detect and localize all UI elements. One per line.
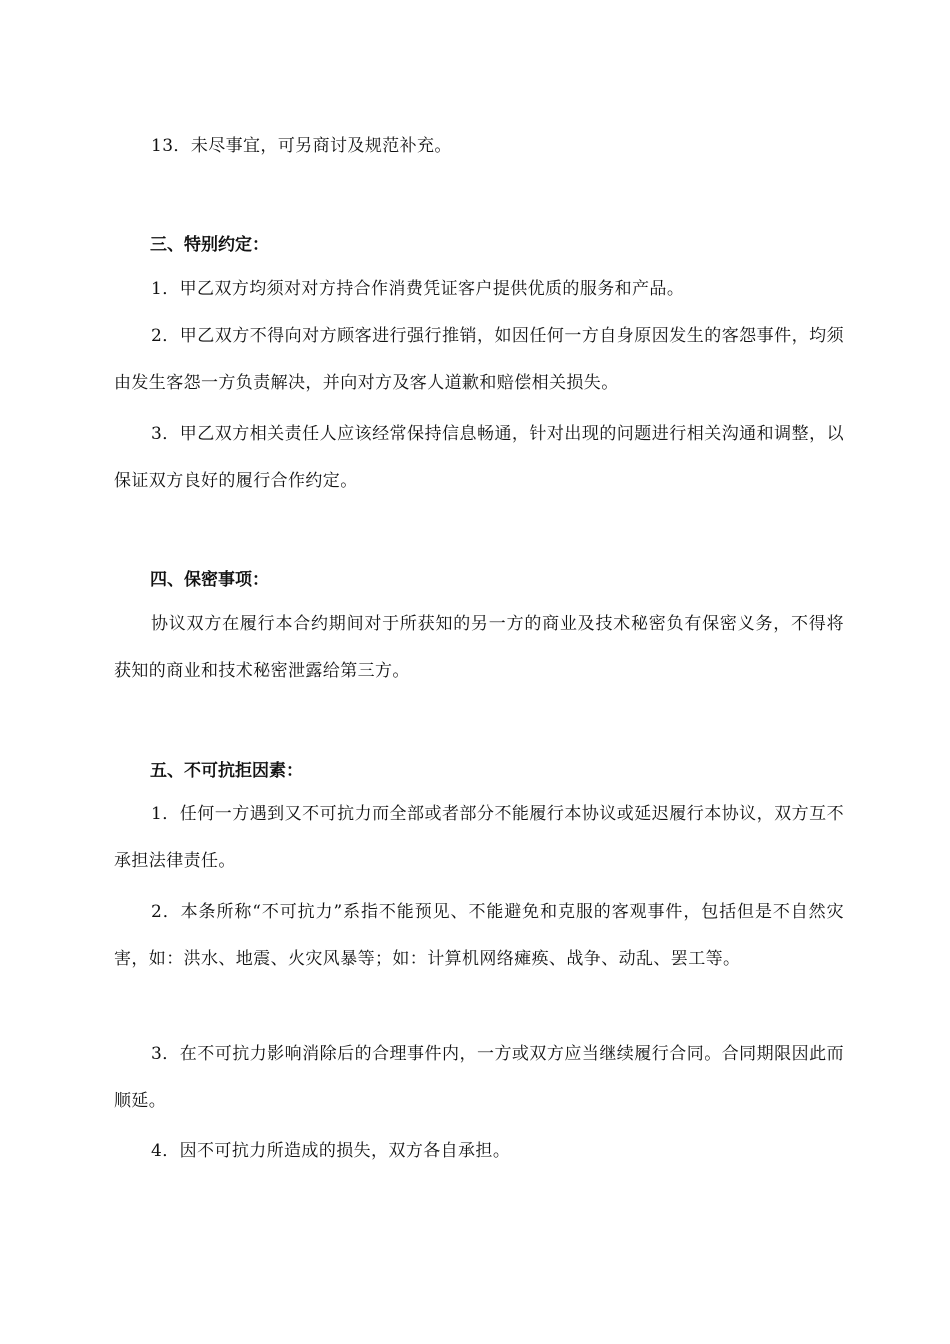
section-4-body: 协议双方在履行本合约期间对于所获知的另一方的商业及技术秘密负有保密义务，不得将获知的商业和技术秘密泄露给第三方。 [114, 614, 844, 681]
section-4-heading: 四、保密事项： [150, 570, 269, 590]
section-5-item-2: 2．本条所称“不可抗力”系指不能预见、不能避免和克服的客观事件，包括但是不自然灾害，如：洪水、地震、火灾风暴等；如：计算机网络瘫痪、战争、动乱、罢工等。 [114, 902, 844, 969]
section-5-item-3: 3．在不可抗力影响消除后的合理事件内，一方或双方应当继续履行合同。合同期限因此而顺延。 [114, 1044, 844, 1111]
section-5-item-1: 1．任何一方遇到又不可抗力而全部或者部分不能履行本协议或延迟履行本协议，双方互不承担法律责任。 [114, 804, 844, 871]
section-3-item-1: 1．甲乙双方均须对对方持合作消费凭证客户提供优质的服务和产品。 [151, 279, 685, 299]
section-3-heading: 三、特别约定： [150, 235, 269, 255]
section-5-heading: 五、不可抗拒因素： [150, 761, 303, 781]
section-5-item-4: 4．因不可抗力所造成的损失，双方各自承担。 [151, 1141, 511, 1161]
clause-13: 13．未尽事宜，可另商讨及规范补充。 [151, 136, 452, 156]
section-3-item-3: 3．甲乙双方相关责任人应该经常保持信息畅通，针对出现的问题进行相关沟通和调整，以保证双方良好的履行合作约定。 [114, 424, 844, 491]
section-3-item-2: 2．甲乙双方不得向对方顾客进行强行推销，如因任何一方自身原因发生的客怨事件，均须由发生客怨一方负责解决，并向对方及客人道歉和赔偿相关损失。 [114, 326, 844, 393]
